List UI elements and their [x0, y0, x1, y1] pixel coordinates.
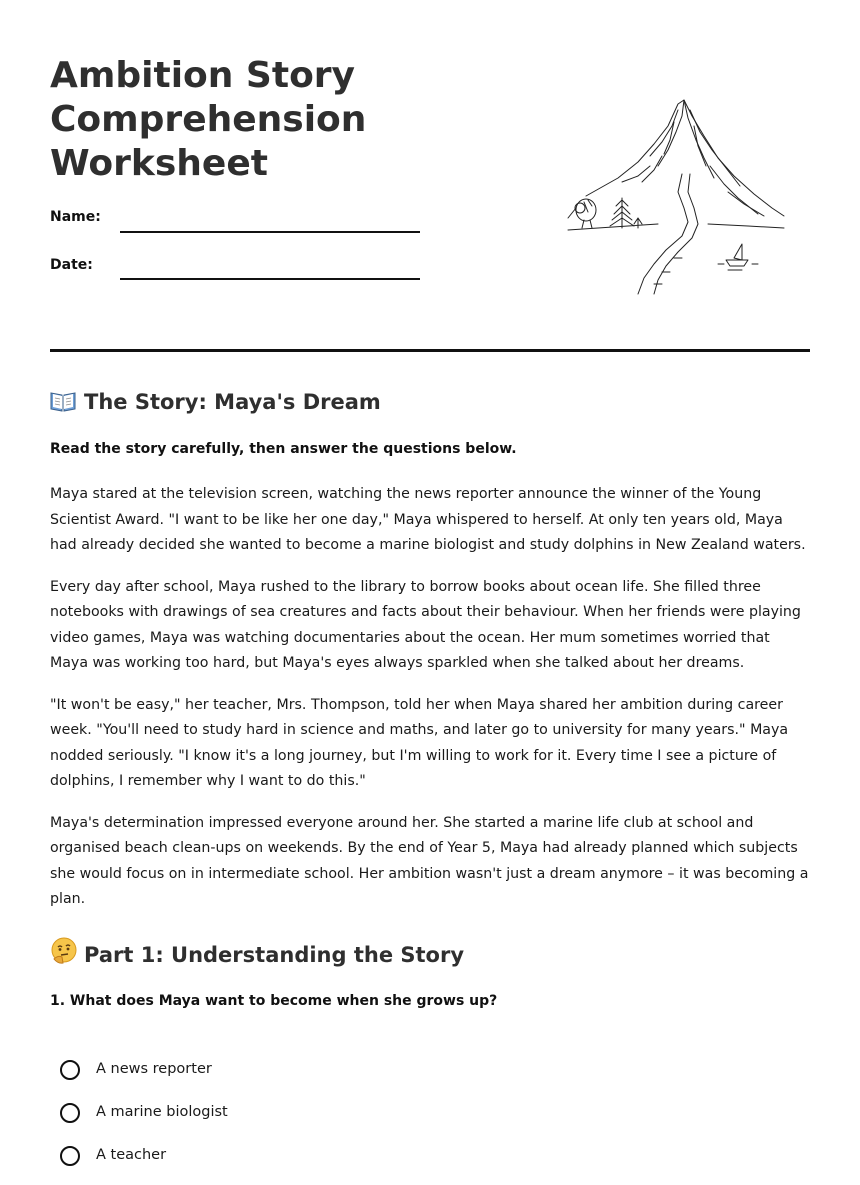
question-1: 1. What does Maya want to become when she grows up?	[50, 993, 498, 1009]
story-paragraph: "It won't be easy," her teacher, Mrs. Thompson, told her when Maya shared her ambition during career week. "You'll need to study hard in science and maths, and later go to university for many years." Maya nodded seriously. "I know it's a long journey, but I'm willing to work for it. Every time I see a picture of dolphins, I remember why I want to do this."	[50, 696, 789, 789]
story-heading-text: The Story: Maya's Dream	[84, 390, 381, 414]
worksheet-title: Ambition Story Comprehension Worksheet	[50, 55, 367, 184]
open-book-icon	[50, 390, 76, 417]
part1-heading-text: Part 1: Understanding the Story	[84, 943, 465, 967]
radio-button[interactable]	[60, 1060, 80, 1080]
question-1-options	[60, 1056, 228, 1185]
thinking-face-icon	[50, 937, 76, 970]
story-paragraph: Maya stared at the television screen, watching the news reporter announce the winner of the Young Scientist Award. "I want to be like her one day," Maya whispered to herself. At only ten years old, Maya had already decided she wanted to become a marine biologist and study dolphins in New Zealand waters.	[50, 486, 806, 553]
story-instruction: Read the story carefully, then answer the questions below.	[50, 441, 517, 457]
radio-button[interactable]	[60, 1146, 80, 1166]
name-field[interactable]	[120, 231, 420, 233]
story-text	[50, 482, 812, 929]
header-divider	[50, 349, 810, 352]
option-news-reporter[interactable]	[60, 1056, 228, 1099]
story-paragraph: Every day after school, Maya rushed to the library to borrow books about ocean life. She filled three notebooks with drawings of sea creatures and facts about their behaviour. When her friends were playing video games, Maya was watching documentaries about the ocean. Her mum sometimes worried that Maya was working too hard, but Maya's eyes always sparkled when she talked about her dreams.	[50, 578, 801, 671]
option-marine-biologist[interactable]	[60, 1099, 228, 1142]
date-label: Date:	[50, 257, 93, 273]
part1-heading	[50, 937, 464, 970]
option-teacher[interactable]	[60, 1142, 228, 1185]
story-heading	[50, 390, 381, 417]
option-label: A marine biologist	[96, 1104, 228, 1120]
radio-button[interactable]	[60, 1103, 80, 1123]
date-field[interactable]	[120, 278, 420, 280]
option-label: A teacher	[96, 1147, 167, 1163]
story-paragraph: Maya's determination impressed everyone around her. She started a marine life club at school and organised beach clean-ups on weekends. By the end of Year 5, Maya had already planned which subjects she would focus on in intermediate school. Her ambition wasn't just a dream anymore – it was becoming a plan.	[50, 814, 809, 907]
mountain-illustration	[558, 96, 790, 298]
option-label: A news reporter	[96, 1061, 212, 1077]
name-label: Name:	[50, 209, 101, 225]
